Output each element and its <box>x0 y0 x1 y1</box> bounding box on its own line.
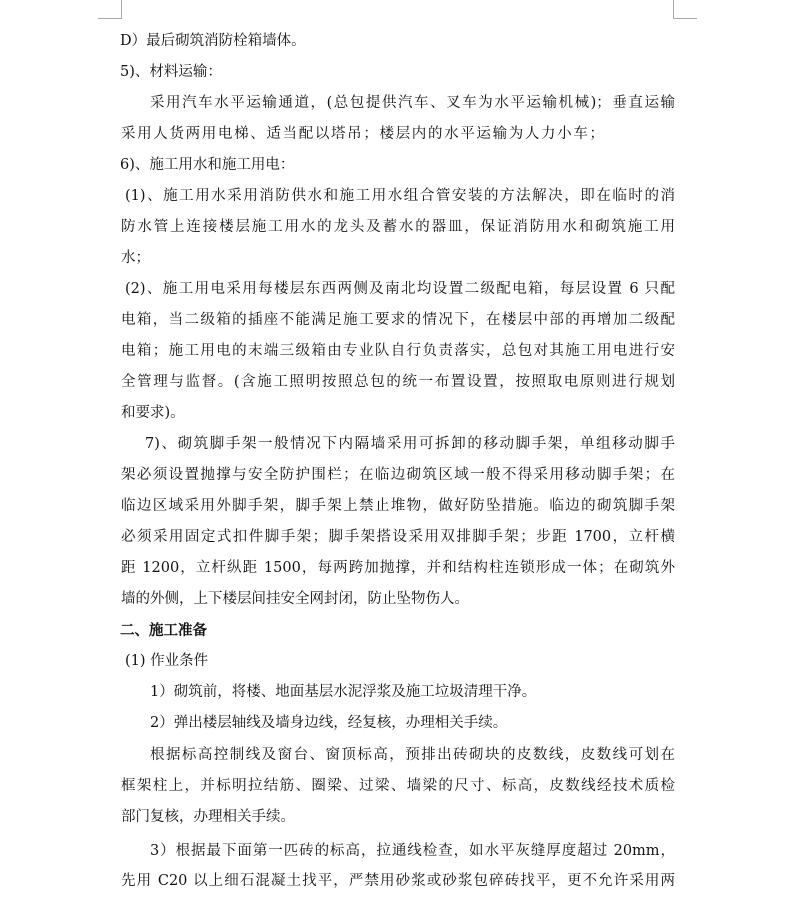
doc-line: 采用汽车水平运输通道，(总包提供汽车、叉车为水平运输机械)；垂直运输 <box>150 95 675 111</box>
doc-line: 根据标高控制线及窗台、窗顶标高，预排出砖砌块的皮数线，皮数线可划在 <box>150 747 675 763</box>
doc-line: (1)、施工用水采用消防供水和施工用水组合管安装的方法解决，即在临时的消 <box>125 188 675 204</box>
doc-line: 5)、材料运输： <box>120 64 222 80</box>
doc-line: 必须采用固定式扣件脚手架；脚手架搭设采用双排脚手架；步距 1700，立杆横 <box>121 529 675 545</box>
doc-line: 防水管上连接楼层施工用水的龙头及蓄水的器皿，保证消防用水和砌筑施工用 <box>121 219 675 235</box>
doc-line: (2)、施工用电采用每楼层东西两侧及南北均设置二级配电箱，每层设置 6 只配 <box>125 281 675 297</box>
doc-line: 框架柱上，并标明拉结筋、圈梁、过梁、墙梁的尺寸、标高，皮数线经技术质检 <box>121 778 675 794</box>
doc-line: 部门复核，办理相关手续。 <box>121 809 295 825</box>
doc-line: 7)、砌筑脚手架一般情况下内隔墙采用可拆卸的移动脚手架，单组移动脚手 <box>145 436 675 452</box>
doc-line: 电箱；施工用电的末端三级箱由专业队自行负责落实，总包对其施工用电进行安 <box>121 343 675 359</box>
doc-line: 电箱，当二级箱的插座不能满足施工要求的情况下，在楼层中部的再增加二级配 <box>121 312 675 328</box>
doc-line: 架必须设置抛撑与安全防护围栏；在临边砌筑区域一般不得采用移动脚手架；在 <box>121 467 675 483</box>
doc-line: 临边区域采用外脚手架，脚手架上禁止堆物，做好防坠措施。临边的砌筑脚手架 <box>121 498 675 514</box>
doc-line: 6)、施工用水和施工用电： <box>120 157 295 173</box>
doc-line: 距 1200，立杆纵距 1500，每两跨加抛撑，并和结构柱连锁形成一体；在砌筑外 <box>121 560 675 576</box>
doc-line: (1) 作业条件 <box>125 653 209 669</box>
doc-line: 全管理与监督。(含施工照明按照总包的统一布置设置，按照取电原则进行规划 <box>121 374 675 390</box>
doc-line: D）最后砌筑消防栓箱墙体。 <box>120 33 306 49</box>
doc-line: 和要求)。 <box>121 405 185 421</box>
section-heading: 二、施工准备 <box>120 622 207 639</box>
doc-line: 水； <box>121 250 150 266</box>
doc-line: 1）砌筑前，将楼、地面基层水泥浮浆及施工垃圾清理干净。 <box>150 684 537 700</box>
doc-line: 2）弹出楼层轴线及墙身边线，经复核，办理相关手续。 <box>150 715 508 731</box>
doc-line: 墙的外侧，上下楼层间挂安全网封闭，防止坠物伤人。 <box>121 591 469 607</box>
doc-line: 3）根据最下面第一匹砖的标高，拉通线检查，如水平灰缝厚度超过 20mm， <box>150 843 675 859</box>
doc-line: 采用人货两用电梯、适当配以塔吊；楼层内的水平运输为人力小车； <box>121 126 604 142</box>
doc-line: 先用 C20 以上细石混凝土找平，严禁用砂浆或砂浆包碎砖找平，更不允许采用两 <box>121 873 675 889</box>
